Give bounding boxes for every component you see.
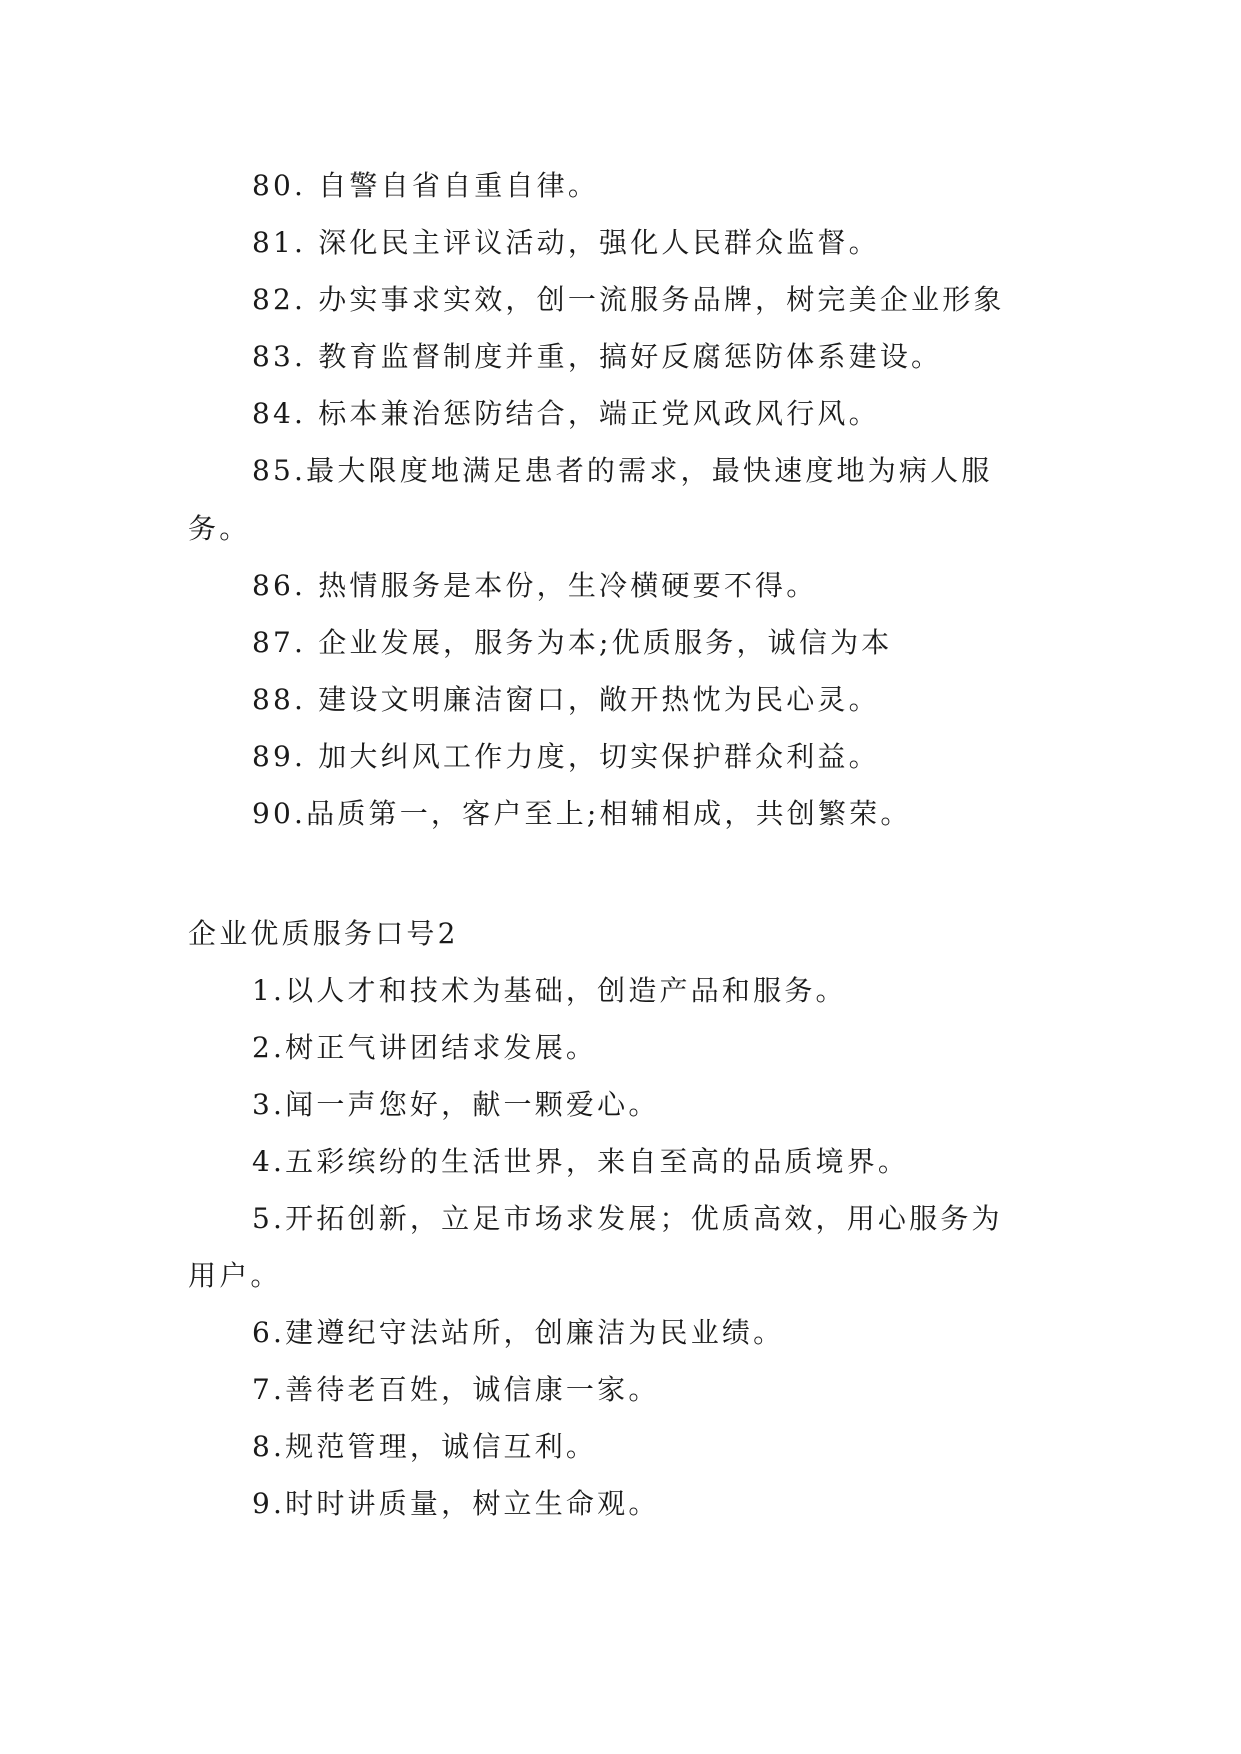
slogan-item: 88. 建设文明廉洁窗口，敞开热忱为民心灵。: [252, 683, 880, 716]
slogan-item: 81. 深化民主评议活动，强化人民群众监督。: [252, 226, 880, 259]
slogan-item: 4.五彩缤纷的生活世界，来自至高的品质境界。: [252, 1145, 910, 1178]
slogan-item: 5.开拓创新，立足市场求发展；优质高效，用心服务为: [252, 1202, 1003, 1235]
slogan-item: 9.时时讲质量，树立生命观。: [252, 1487, 660, 1520]
slogan-item: 90.品质第一，客户至上;相辅相成，共创繁荣。: [252, 797, 912, 830]
slogan-item: 83. 教育监督制度并重，搞好反腐惩防体系建设。: [252, 340, 943, 373]
slogan-item-continuation: 务。: [188, 512, 251, 545]
slogan-item-continuation: 用户。: [188, 1259, 282, 1292]
slogan-item: 3.闻一声您好，献一颗爱心。: [252, 1088, 660, 1121]
slogan-item: 2.树正气讲团结求发展。: [252, 1031, 598, 1064]
slogan-item: 80. 自警自省自重自律。: [252, 169, 600, 202]
slogan-item: 84. 标本兼治惩防结合，端正党风政风行风。: [252, 397, 880, 430]
slogan-item: 6.建遵纪守法站所，创廉洁为民业绩。: [252, 1316, 785, 1349]
slogan-item: 7.善待老百姓，诚信康一家。: [252, 1373, 660, 1406]
section-heading: 企业优质服务口号2: [188, 917, 459, 950]
slogan-item: 85.最大限度地满足患者的需求，最快速度地为病人服: [252, 454, 993, 487]
slogan-item: 1.以人才和技术为基础，创造产品和服务。: [252, 974, 847, 1007]
slogan-item: 89. 加大纠风工作力度，切实保护群众利益。: [252, 740, 880, 773]
slogan-item: 8.规范管理，诚信互利。: [252, 1430, 598, 1463]
slogan-item: 82. 办实事求实效，创一流服务品牌，树完美企业形象: [252, 283, 1005, 316]
slogan-item: 87. 企业发展，服务为本;优质服务，诚信为本: [252, 626, 893, 659]
slogan-item: 86. 热情服务是本份，生冷横硬要不得。: [252, 569, 818, 602]
